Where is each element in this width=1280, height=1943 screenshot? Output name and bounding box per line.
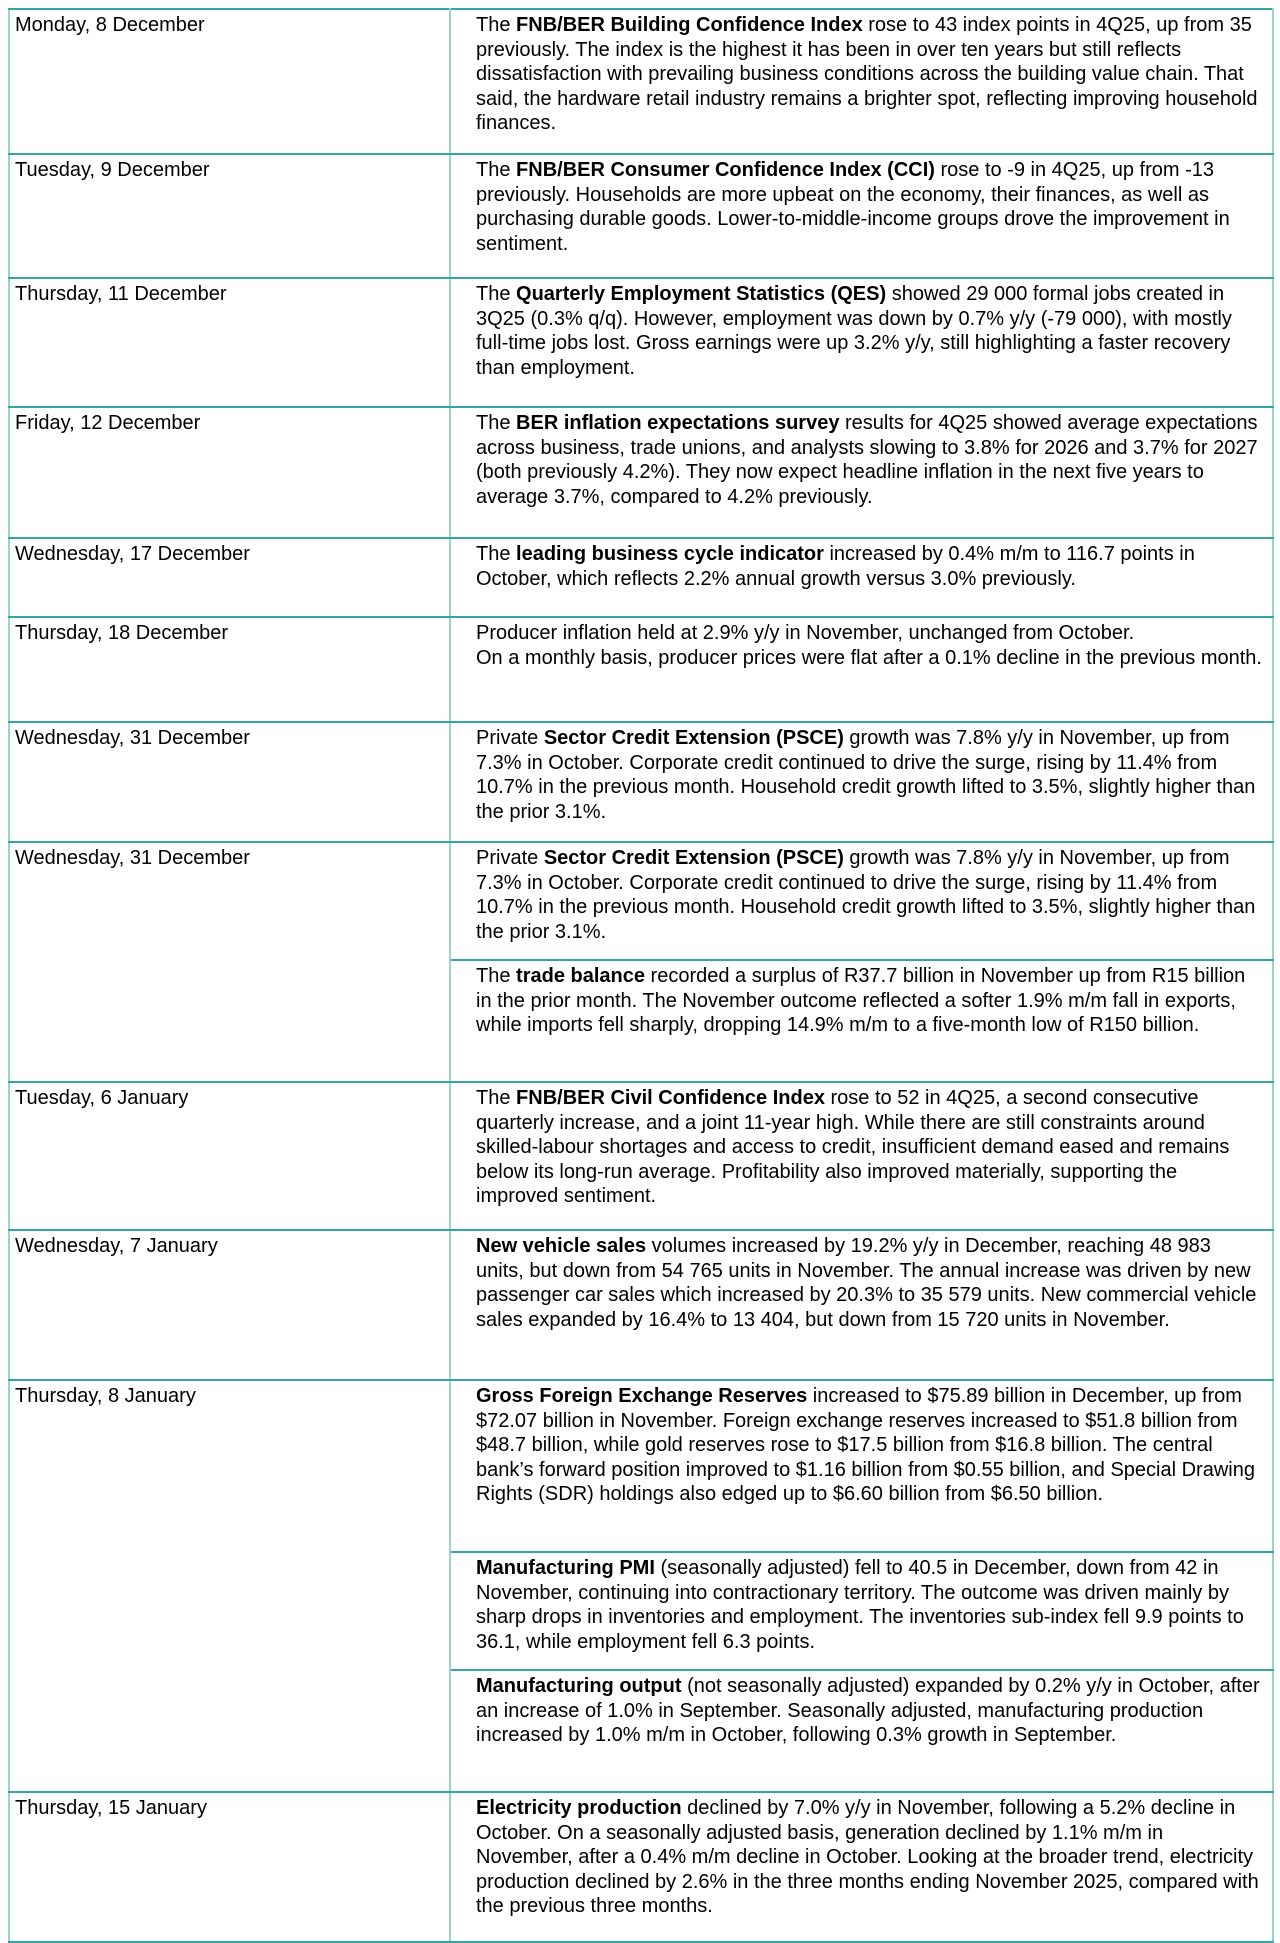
description-cell: The leading business cycle indicator increased by 0.4% m/m to 116.7 points in October, which reflects 2.2% annual growth versus 3.0% previously. — [450, 538, 1273, 617]
highlighted-term: Sector Credit Extension (PSCE) — [543, 727, 844, 749]
date-cell: Wednesday, 31 December — [9, 842, 450, 1082]
calendar-row — [9, 538, 1273, 617]
highlighted-term: Manufacturing PMI — [476, 1557, 655, 1579]
calendar-row — [9, 722, 1273, 842]
calendar-row — [9, 407, 1273, 538]
highlighted-term: FNB/BER Civil Confidence Index — [516, 1087, 825, 1109]
economic-calendar-table-body — [9, 9, 1273, 1942]
date-cell: Wednesday, 17 December — [9, 538, 450, 617]
calendar-row — [9, 1380, 1273, 1552]
description-cell: Private Sector Credit Extension (PSCE) growth was 7.8% y/y in November, up from 7.3% in October. Corporate credit continued to drive the surge, rising by 11.4% from 10.7% in the previous month. Household credit growth lifted to 3.5%, slightly higher than the prior 3.1%. — [450, 722, 1273, 842]
date-cell: Friday, 12 December — [9, 407, 450, 538]
calendar-row — [9, 1230, 1273, 1380]
description-cell: The FNB/BER Civil Confidence Index rose to 52 in 4Q25, a second consecutive quarterly increase, and a joint 11-year high. While there are still constraints around skilled-labour shortages and access to credit, insufficient demand eased and remains below its long-run average. Profitability also improved materially, supporting the improved sentiment. — [450, 1082, 1273, 1230]
highlighted-term: New vehicle sales — [476, 1235, 647, 1257]
description-cell: Electricity production declined by 7.0% y/y in November, following a 5.2% decline in October. On a seasonally adjusted basis, generation declined by 1.1% m/m in November, after a 0.4% m/m decline in October. Looking at the broader trend, electricity production declined by 2.6% in the three months ending November 2025, compared with the previous three months. — [450, 1792, 1273, 1942]
highlighted-term: FNB/BER Building Confidence Index — [516, 14, 863, 36]
calendar-row — [9, 617, 1273, 722]
highlighted-term: Gross Foreign Exchange Reserves — [476, 1385, 808, 1407]
economic-calendar-table — [8, 8, 1274, 1943]
calendar-row — [9, 278, 1273, 407]
description-cell: Gross Foreign Exchange Reserves increased to $75.89 billion in December, up from $72.07 billion in November. Foreign exchange reserves increased to $51.8 billion from $48.7 billion, while gold reserves rose to $17.5 billion from $16.8 billion. The central bank’s forward position improved to $1.16 billion from $0.55 billion, and Special Drawing Rights (SDR) holdings also edged up to $6.60 billion from $6.50 billion. — [450, 1380, 1273, 1552]
calendar-row — [9, 842, 1273, 960]
description-cell: The FNB/BER Consumer Confidence Index (CCI) rose to -9 in 4Q25, up from -13 previously. Households are more upbeat on the economy, their finances, as well as purchasing durable goods. Lower-to-middle-income groups drove the improvement in sentiment. — [450, 154, 1273, 278]
description-cell: New vehicle sales volumes increased by 19.2% y/y in December, reaching 48 983 units, but down from 54 765 units in November. The annual increase was driven by new passenger car sales which increased by 20.3% to 35 579 units. New commercial vehicle sales expanded by 16.4% to 13 404, but down from 15 720 units in November. — [450, 1230, 1273, 1380]
highlighted-term: Manufacturing output — [476, 1675, 682, 1697]
description-cell: Producer inflation held at 2.9% y/y in November, unchanged from October. On a monthly basis, producer prices were flat after a 0.1% decline in the previous month. — [450, 617, 1273, 722]
highlighted-term: Sector Credit Extension (PSCE) — [543, 847, 844, 869]
date-cell: Wednesday, 31 December — [9, 722, 450, 842]
calendar-row — [9, 1082, 1273, 1230]
date-cell: Tuesday, 9 December — [9, 154, 450, 278]
description-cell: Private Sector Credit Extension (PSCE) growth was 7.8% y/y in November, up from 7.3% in October. Corporate credit continued to drive the surge, rising by 11.4% from 10.7% in the previous month. Household credit growth lifted to 3.5%, slightly higher than the prior 3.1%. — [450, 842, 1273, 960]
date-cell: Tuesday, 6 January — [9, 1082, 450, 1230]
highlighted-term: Electricity production — [476, 1797, 682, 1819]
highlighted-term: Quarterly Employment Statistics (QES) — [516, 283, 887, 305]
calendar-row — [9, 9, 1273, 154]
date-cell: Wednesday, 7 January — [9, 1230, 450, 1380]
description-cell: The trade balance recorded a surplus of R37.7 billion in November up from R15 billion in the prior month. The November outcome reflected a softer 1.9% m/m fall in exports, while imports fell sharply, dropping 14.9% m/m to a five-month low of R150 billion. — [450, 960, 1273, 1082]
date-cell: Thursday, 8 January — [9, 1380, 450, 1792]
date-cell: Thursday, 18 December — [9, 617, 450, 722]
date-cell: Thursday, 11 December — [9, 278, 450, 407]
description-cell: Manufacturing output (not seasonally adjusted) expanded by 0.2% y/y in October, after an increase of 1.0% in September. Seasonally adjusted, manufacturing production increased by 1.0% m/m in October, following 0.3% growth in September. — [450, 1670, 1273, 1792]
description-cell: The Quarterly Employment Statistics (QES) showed 29 000 formal jobs created in 3Q25 (0.3% q/q). However, employment was down by 0.7% y/y (-79 000), with mostly full-time jobs lost. Gross earnings were up 3.2% y/y, still highlighting a faster recovery than employment. — [450, 278, 1273, 407]
description-cell: Manufacturing PMI (seasonally adjusted) fell to 40.5 in December, down from 42 in November, continuing into contractionary territory. The outcome was driven mainly by sharp drops in inventories and employment. The inventories sub-index fell 9.9 points to 36.1, while employment fell 6.3 points. — [450, 1552, 1273, 1670]
calendar-row — [9, 1792, 1273, 1942]
highlighted-term: trade balance — [516, 965, 645, 987]
highlighted-term: leading business cycle indicator — [516, 543, 824, 565]
highlighted-term: BER inflation expectations survey — [516, 412, 840, 434]
highlighted-term: FNB/BER Consumer Confidence Index (CCI) — [516, 159, 935, 181]
date-cell: Monday, 8 December — [9, 9, 450, 154]
description-cell: The BER inflation expectations survey results for 4Q25 showed average expectations across business, trade unions, and analysts slowing to 3.8% for 2026 and 3.7% for 2027 (both previously 4.2%). They now expect headline inflation in the next five years to average 3.7%, compared to 4.2% previously. — [450, 407, 1273, 538]
calendar-row — [9, 154, 1273, 278]
description-cell: The FNB/BER Building Confidence Index rose to 43 index points in 4Q25, up from 35 previously. The index is the highest it has been in over ten years but still reflects dissatisfaction with prevailing business conditions across the building value chain. That said, the hardware retail industry remains a brighter spot, reflecting improving household finances. — [450, 9, 1273, 154]
date-cell: Thursday, 15 January — [9, 1792, 450, 1942]
